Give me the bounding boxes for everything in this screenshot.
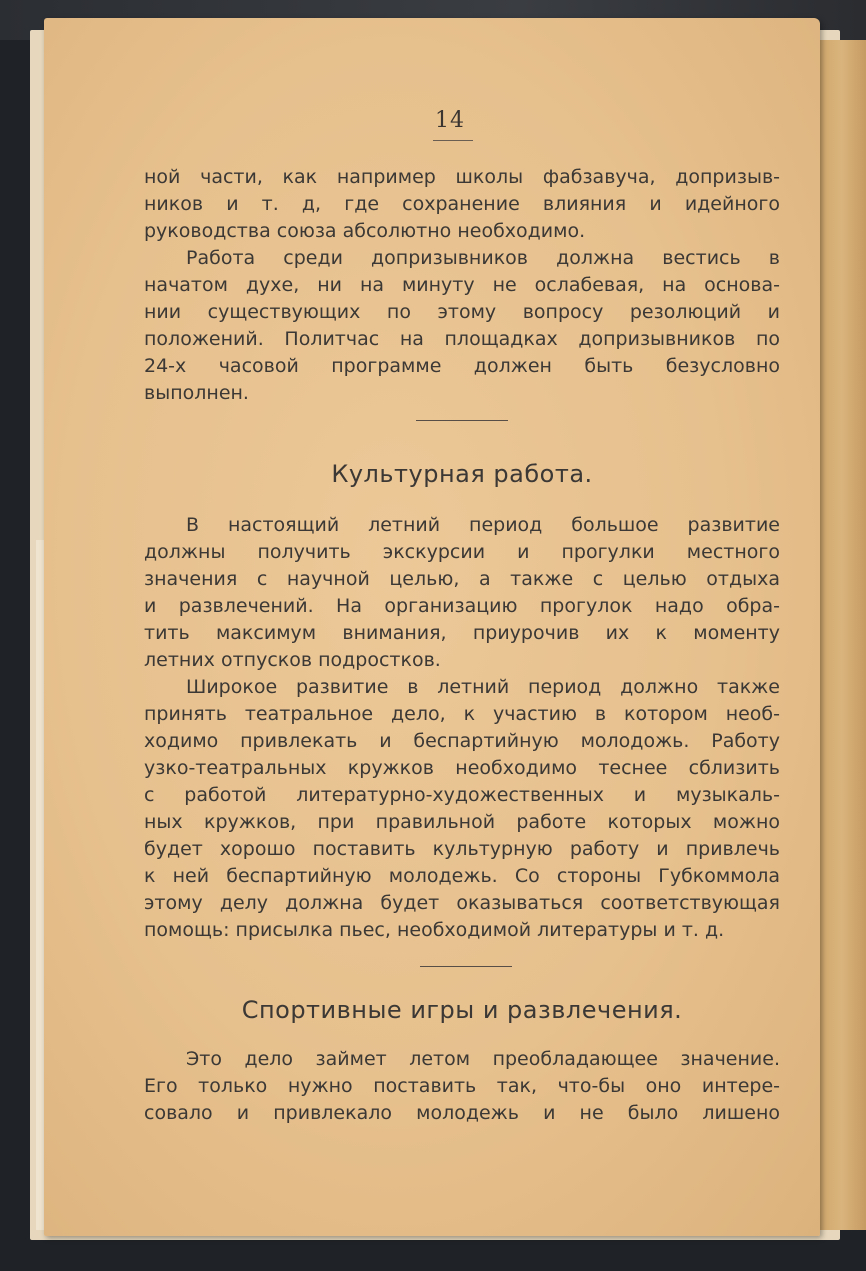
text-line: 24-х часовой программе должен быть безусловно [144, 355, 780, 377]
text-line: совало и привлекало молодежь и не было лишено [144, 1102, 780, 1124]
section-divider [420, 966, 512, 967]
paragraph-block-culture [144, 512, 780, 944]
text-line: ной части, как например школы фабзавуча, допризыв- [144, 166, 780, 188]
text-line: значения с научной целью, а также с целью отдыха [144, 568, 780, 590]
text-line: будет хорошо поставить культурную работу и привлечь [144, 838, 780, 860]
paragraph-block-intro [144, 164, 780, 407]
text-line: принять театральное дело, к участию в котором необ- [144, 703, 780, 725]
text-line: Его только нужно поставить так, что-бы оно интере- [144, 1075, 780, 1097]
text-line: должны получить экскурсии и прогулки местного [144, 541, 780, 563]
text-line: Широкое развитие в летний период должно также [186, 676, 780, 698]
page-number-rule [433, 140, 473, 141]
text-line: В настоящий летний период большое развитие [186, 514, 780, 536]
text-line: узко-театральных кружков необходимо теснее сблизить [144, 757, 780, 779]
text-line: и развлечений. На организацию прогулок надо обра- [144, 595, 780, 617]
text-line: выполнен. [144, 382, 249, 404]
text-line: Работа среди допризывников должна вестись в [186, 247, 780, 269]
page-number: 14 [435, 108, 465, 133]
text-line: ников и т. д, где сохранение влияния и идейного [144, 193, 780, 215]
paragraph-block-sports [144, 1046, 780, 1127]
text-line: нии существующих по этому вопросу резолюций и [144, 301, 780, 323]
text-line: помощь: присылка пьес, необходимой литературы и т. д. [144, 919, 725, 941]
text-line: начатом духе, ни на минуту не ослабевая, на основа- [144, 274, 780, 296]
text-line: ных кружков, при правильной работе которых можно [144, 811, 780, 833]
text-line: Это дело займет летом преобладающее значение. [186, 1048, 780, 1070]
section-heading: Культурная работа. [331, 460, 593, 488]
text-line: с работой литературно-художественных и музыкаль- [144, 784, 780, 806]
text-line: руководства союза абсолютно необходимо. [144, 220, 586, 242]
section-heading: Спортивные игры и развлечения. [241, 996, 683, 1024]
text-line: этому делу должна будет оказываться соответствующая [144, 892, 780, 914]
section-divider [416, 420, 508, 421]
text-line: тить максимум внимания, приурочив их к моменту [144, 622, 780, 644]
text-line: ходимо привлекать и беспартийную молодожь. Работу [144, 730, 780, 752]
text-line: к ней беспартийную молодежь. Со стороны Губкоммола [144, 865, 780, 887]
text-line: положений. Политчас на площадках допризывников по [144, 328, 780, 350]
text-line: летних отпусков подростков. [144, 649, 441, 671]
